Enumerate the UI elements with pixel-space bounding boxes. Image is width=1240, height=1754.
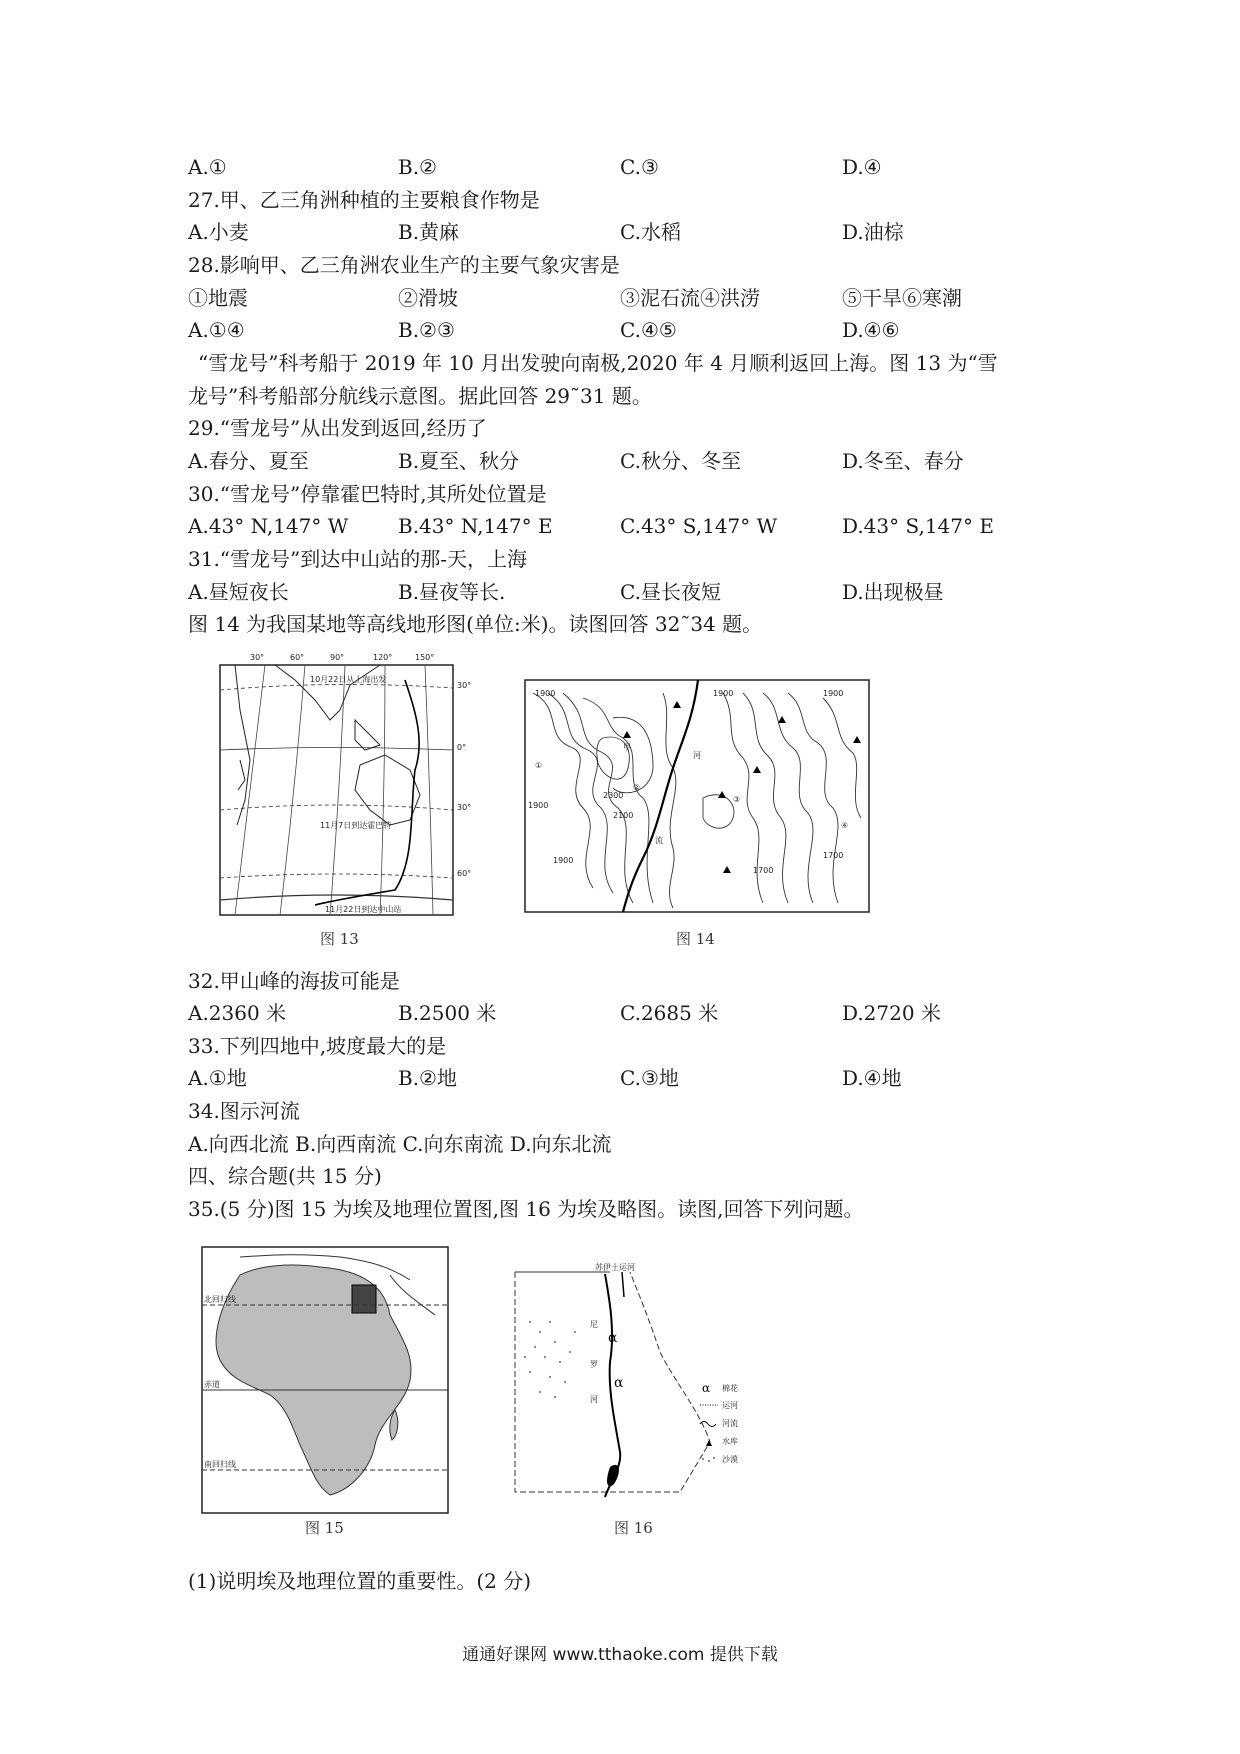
fig13-start-label: 10月22日从上海出发 [310, 675, 387, 684]
fig13-lon-label: 150° [415, 653, 435, 662]
fig14-peak-label: 甲 [623, 743, 631, 752]
section-4-heading: 四、综合题(共 15 分) [188, 1164, 382, 1188]
fig14-contour-label: 2100 [613, 811, 634, 820]
q29-option-d: D.冬至、春分 [842, 449, 964, 473]
fig14-contour-label: 1900 [823, 689, 844, 698]
q35-sub1: (1)说明埃及地理位置的重要性。(2 分) [188, 1569, 532, 1593]
figure-13-caption: 图 13 [320, 930, 359, 948]
q28-option-a: A.①④ [188, 318, 245, 342]
q33-option-c: C.③地 [620, 1066, 679, 1090]
q30-option-d: D.43° S,147° E [842, 514, 994, 538]
fig14-mark-4: ④ [841, 821, 849, 830]
q27-option-b: B.黄麻 [398, 220, 460, 244]
q34-stem: 34.图示河流 [188, 1099, 300, 1123]
q27-option-c: C.水稻 [620, 220, 681, 244]
q27-option-a: A.小麦 [188, 220, 249, 244]
figure-16-caption: 图 16 [614, 1519, 653, 1537]
q28-option-c: C.④⑤ [620, 318, 677, 342]
prev-option-c: C.③ [620, 155, 659, 179]
fig13-lon-label: 120° [373, 653, 393, 662]
q27-option-d: D.油棕 [842, 220, 904, 244]
q35-stem: 35.(5 分)图 15 为埃及地理位置图,图 16 为埃及略图。读图,回答下列问题。 [188, 1197, 864, 1221]
fig16-legend-label: 河流 [722, 1419, 738, 1428]
fig16-legend-label: 运河 [722, 1401, 738, 1410]
fig14-contour-label: 1900 [535, 689, 556, 698]
q33-stem: 33.下列四地中,坡度最大的是 [188, 1034, 447, 1058]
fig13-hobart-label: 11月7日到达霍巴特 [320, 821, 392, 830]
figure-15-caption: 图 15 [305, 1519, 344, 1537]
q30-option-a: A.43° N,147° W [188, 514, 349, 538]
figure-14-contour-map [523, 678, 873, 918]
fig13-lat-label: 30° [457, 803, 472, 812]
q33-option-d: D.④地 [842, 1066, 902, 1090]
prev-option-a: A.① [188, 155, 227, 179]
fig13-land [235, 665, 420, 825]
fig14-mark-3: ③ [733, 795, 741, 804]
q32-stem: 32.甲山峰的海拔可能是 [188, 969, 400, 993]
fig13-lon-label: 30° [250, 653, 265, 662]
fig16-cotton-symbol: α [614, 1375, 624, 1391]
q31-stem: 31.“雪龙号”到达中山站的那-天，上海 [188, 547, 528, 571]
fig13-zhongshan-label: 11月22日到达中山站 [325, 905, 402, 914]
fig14-contour-label: 1700 [823, 851, 844, 860]
fig13-route [315, 680, 419, 905]
fig16-river-label: 河 [590, 1395, 598, 1404]
prev-option-b: B.② [398, 155, 437, 179]
fig15-lat-label: 南回归线 [204, 1460, 236, 1469]
fig16-suez-canal [622, 1272, 624, 1297]
q32-option-b: B.2500 米 [398, 1001, 497, 1025]
q27-stem: 27.甲、乙三角洲种植的主要粮食作物是 [188, 188, 540, 212]
q28-option-b: B.②③ [398, 318, 455, 342]
q28-stem: 28.影响甲、乙三角洲农业生产的主要气象灾害是 [188, 253, 620, 277]
fig16-legend-desert-icon [702, 1457, 715, 1462]
fig16-border [515, 1272, 710, 1492]
fig14-river-label: 河 [693, 751, 701, 760]
intro-29-line1: “雪龙号”科考船于 2019 年 10 月出发驶向南极,2020 年 4 月顺利返回上海。图 13 为“雪 [198, 351, 998, 375]
fig16-legend-cotton-icon: α [702, 1381, 711, 1395]
q31-option-b: B.昼夜等长. [398, 580, 506, 604]
fig15-egypt-highlight [352, 1285, 376, 1313]
fig13-lat-label: 30° [457, 681, 472, 690]
fig13-meridians [235, 665, 433, 915]
q31-option-d: D.出现极昼 [842, 580, 944, 604]
q28-item-c: ③泥石流④洪涝 [620, 286, 760, 310]
q30-option-c: C.43° S,147° W [620, 514, 778, 538]
figure-13-route-map [205, 650, 475, 925]
fig16-river-label: 罗 [590, 1360, 598, 1369]
fig14-river-label: 流 [655, 836, 663, 845]
fig13-lon-label: 90° [330, 653, 345, 662]
fig13-lon-label: 60° [290, 653, 305, 662]
q33-option-a: A.①地 [188, 1066, 247, 1090]
fig16-river-label: 尼 [590, 1320, 598, 1329]
q29-option-c: C.秋分、冬至 [620, 449, 741, 473]
figure-16-egypt-map [510, 1262, 770, 1512]
fig16-legend-label: 棉花 [722, 1384, 738, 1393]
q34-options: A.向西北流 B.向西南流 C.向东南流 D.向东北流 [188, 1132, 612, 1156]
fig16-legend-label: 沙漠 [722, 1455, 738, 1464]
fig14-contour-label: 1900 [528, 801, 549, 810]
q28-item-a: ①地震 [188, 286, 248, 310]
fig14-contour-label: 1900 [713, 689, 734, 698]
fig16-cotton-symbol: α [608, 1330, 618, 1346]
fig16-legend [700, 1381, 738, 1464]
q28-item-b: ②滑坡 [398, 286, 458, 310]
q32-option-d: D.2720 米 [842, 1001, 941, 1025]
fig14-contour-label: 1700 [753, 866, 774, 875]
intro-32: 图 14 为我国某地等高线地形图(单位:米)。读图回答 32˜34 题。 [188, 612, 763, 636]
fig16-desert-dots [524, 1321, 576, 1398]
q29-option-a: A.春分、夏至 [188, 449, 309, 473]
q29-option-b: B.夏至、秋分 [398, 449, 520, 473]
fig14-contour-label: 2300 [603, 791, 624, 800]
q28-item-d: ⑤干旱⑥寒潮 [842, 286, 962, 310]
q32-option-c: C.2685 米 [620, 1001, 719, 1025]
q29-stem: 29.“雪龙号”从出发到返回,经历了 [188, 416, 487, 440]
prev-option-d: D.④ [842, 155, 882, 179]
footer-source: 通通好课网 www.tthaoke.com 提供下载 [462, 1645, 778, 1665]
figure-14-caption: 图 14 [676, 930, 715, 948]
fig14-contour-label: 1900 [553, 856, 574, 865]
q30-stem: 30.“雪龙号”停靠霍巴特时,其所处位置是 [188, 482, 547, 506]
fig15-lat-label: 北回归线 [204, 1295, 236, 1304]
fig16-reservoir [607, 1465, 619, 1486]
q32-option-a: A.2360 米 [188, 1001, 287, 1025]
fig16-canal-label: 苏伊士运河 [595, 1263, 635, 1272]
fig16-legend-reservoir-icon [706, 1440, 712, 1446]
figure-15-africa-map [200, 1245, 450, 1515]
fig16-legend-label: 水库 [722, 1437, 738, 1446]
fig13-lat-label: 0° [457, 743, 467, 752]
q30-option-b: B.43° N,147° E [398, 514, 553, 538]
q33-option-b: B.②地 [398, 1066, 457, 1090]
fig13-lat-label: 60° [457, 869, 472, 878]
q31-option-c: C.昼长夜短 [620, 580, 721, 604]
q31-option-a: A.昼短夜长 [188, 580, 289, 604]
q28-option-d: D.④⑥ [842, 318, 900, 342]
fig13-antarctic-line [220, 895, 453, 900]
intro-29-line2: 龙号”科考船部分航线示意图。据此回答 29˜31 题。 [188, 384, 652, 408]
fig14-mark-2: ② [633, 783, 641, 792]
fig14-mark-1: ① [535, 761, 543, 770]
fig15-lat-label: 赤道 [204, 1380, 220, 1389]
